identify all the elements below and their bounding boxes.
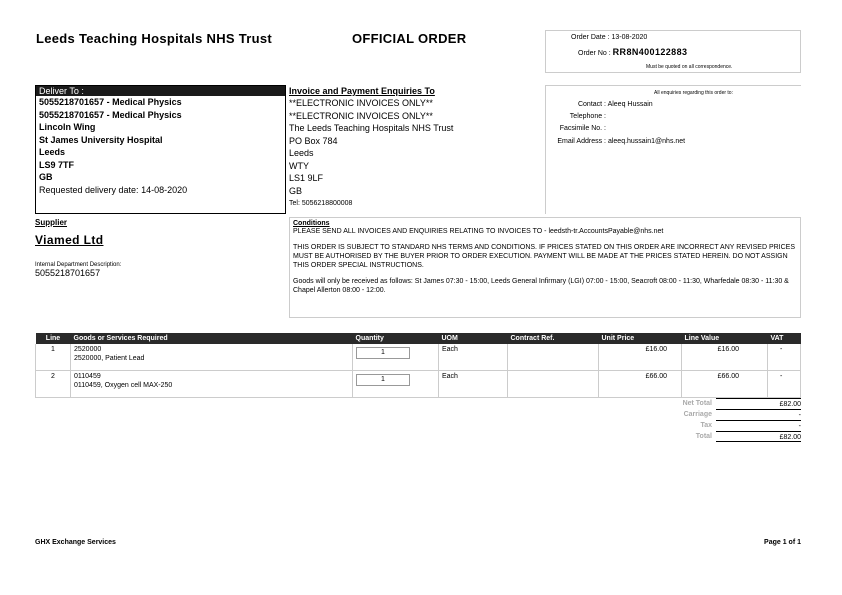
table-header-row xyxy=(36,333,801,344)
deliver-line: LS9 7TF xyxy=(39,159,75,170)
col-line-value: Line Value xyxy=(682,333,768,344)
tax-value: - xyxy=(716,420,801,431)
order-no-note: Must be quoted on all correspondence. xyxy=(646,64,733,70)
item-code: 0110459 xyxy=(74,373,101,380)
table-row xyxy=(36,344,801,371)
fax-row xyxy=(546,125,606,132)
deliver-address xyxy=(36,96,285,196)
supplier-block xyxy=(35,218,286,278)
col-quantity: Quantity xyxy=(353,333,439,344)
cell-vat: - xyxy=(768,344,801,371)
cell-uom: Each xyxy=(439,371,508,398)
cell-line-value: £16.00 xyxy=(682,344,768,371)
order-date-value: 13-08-2020 xyxy=(611,34,648,41)
order-no-value: RR8N400122883 xyxy=(612,47,688,57)
dept-description-label: Internal Department Description: xyxy=(35,262,122,268)
net-total-row xyxy=(660,398,801,409)
item-description: 0110459, Oxygen cell MAX-250 xyxy=(74,382,173,389)
deliver-line: 5055218701657 - Medical Physics xyxy=(39,109,182,120)
cell-line: 1 xyxy=(36,344,71,371)
cell-uom: Each xyxy=(439,344,508,371)
invoice-box xyxy=(289,85,545,214)
deliver-to-box xyxy=(35,85,286,214)
email-row xyxy=(546,138,685,145)
requested-delivery-date: Requested delivery date: 14-08-2020 xyxy=(39,184,188,195)
email-value: aleeq.hussain1@nhs.net xyxy=(607,138,686,145)
supplier-name: Viamed Ltd xyxy=(35,233,104,247)
carriage-label: Carriage xyxy=(683,411,712,418)
invoice-heading: Invoice and Payment Enquiries To xyxy=(289,86,435,96)
order-no-row xyxy=(578,47,687,57)
invoice-address xyxy=(289,97,545,197)
cell-line: 2 xyxy=(36,371,71,398)
col-vat: VAT xyxy=(768,333,801,344)
total-value: £82.00 xyxy=(716,431,801,442)
order-date-label: Order Date : xyxy=(571,34,610,41)
col-goods: Goods or Services Required xyxy=(71,333,353,344)
order-lines-table xyxy=(35,333,801,398)
deliver-line: Leeds xyxy=(39,147,66,157)
supplier-heading: Supplier xyxy=(35,218,68,227)
table-row xyxy=(36,371,801,398)
conditions-heading: Conditions xyxy=(293,220,330,227)
net-total-label: Net Total xyxy=(682,400,712,407)
invoice-line: **ELECTRONIC INVOICES ONLY** xyxy=(289,98,433,108)
fax-label: Facsimile No. : xyxy=(559,125,606,132)
cell-goods xyxy=(71,371,353,398)
cell-line-value: £66.00 xyxy=(682,371,768,398)
deliver-line: Lincoln Wing xyxy=(39,122,96,132)
contact-row xyxy=(546,101,653,108)
order-info-box xyxy=(545,30,801,73)
total-row xyxy=(660,431,801,442)
item-code: 2520000 xyxy=(74,346,102,353)
contact-box xyxy=(545,85,801,214)
carriage-row xyxy=(660,409,801,420)
dept-description-value: 5055218701657 xyxy=(35,268,101,278)
quantity-box: 1 xyxy=(356,347,410,359)
invoice-telephone: Tel: 5056218800008 xyxy=(289,200,353,207)
cell-contract xyxy=(508,371,599,398)
order-date-row xyxy=(571,34,647,41)
footer-provider: GHX Exchange Services xyxy=(35,539,116,546)
total-label: Total xyxy=(695,433,712,440)
invoice-line: WTY xyxy=(289,160,309,171)
deliver-to-heading: Deliver To : xyxy=(36,86,285,96)
contact-note: All enquiries regarding this order to: xyxy=(654,90,733,96)
col-line: Line xyxy=(36,333,71,344)
contact-label: Contact : xyxy=(577,101,606,108)
telephone-label: Telephone : xyxy=(569,113,606,120)
invoice-line: LS1 9LF xyxy=(289,173,324,183)
invoice-line: Leeds xyxy=(289,148,314,158)
trust-name: Leeds Teaching Hospitals NHS Trust xyxy=(36,31,273,46)
telephone-row xyxy=(546,113,606,120)
conditions-box xyxy=(289,217,801,318)
cell-unit-price: £16.00 xyxy=(599,344,682,371)
item-description: 2520000, Patient Lead xyxy=(74,355,145,362)
invoice-line: The Leeds Teaching Hospitals NHS Trust xyxy=(289,123,454,133)
conditions-invoices: PLEASE SEND ALL INVOICES AND ENQUIRIES RELATING TO INVOICES TO - leedsth-tr.AccountsPayable@nhs.net xyxy=(293,228,664,235)
deliver-line: GB xyxy=(39,172,53,182)
order-no-label: Order No : xyxy=(578,50,611,57)
invoice-line: **ELECTRONIC INVOICES ONLY** xyxy=(289,110,433,121)
cell-quantity xyxy=(353,371,439,398)
totals-block xyxy=(660,398,801,442)
quantity-box: 1 xyxy=(356,374,410,386)
deliver-line: St James University Hospital xyxy=(39,134,163,145)
contact-value: Aleeq Hussain xyxy=(607,101,653,108)
cell-contract xyxy=(508,344,599,371)
document-title: OFFICIAL ORDER xyxy=(352,31,467,46)
cell-goods xyxy=(71,344,353,371)
col-contract: Contract Ref. xyxy=(508,333,599,344)
deliver-line: 5055218701657 - Medical Physics xyxy=(39,97,182,107)
col-uom: UOM xyxy=(439,333,508,344)
tax-row xyxy=(660,420,801,431)
email-label: Email Address : xyxy=(557,138,606,145)
col-unit-price: Unit Price xyxy=(599,333,682,344)
conditions-receiving: Goods will only be received as follows: St James 07:30 - 15:00, Leeds General Infirmary (LGI) 07:00 - 15:00, Seacroft 08:00 - 11:30, Wharfedale 08:30 - 11:30 & Chapel Allerton 08:00 - 12:00. xyxy=(293,278,789,294)
footer-page-number: Page 1 of 1 xyxy=(764,539,801,546)
net-total-value: £82.00 xyxy=(716,398,801,409)
conditions-terms: THIS ORDER IS SUBJECT TO STANDARD NHS TERMS AND CONDITIONS. IF PRICES STATED ON THIS ORDER ARE INCORRECT ANY REVISED PRICES MUST BE AUTHORISED BY THE BUYER PRIOR TO ORDER EXECUTION. PAYMENT WILL BE MADE AT THE PRICES STATED HEREIN. DO NOT ASSIGN THIS ORDER SPECIAL INSTRUCTIONS. xyxy=(293,244,796,269)
invoice-line: GB xyxy=(289,185,303,196)
cell-quantity xyxy=(353,344,439,371)
invoice-line: PO Box 784 xyxy=(289,135,338,146)
cell-vat: - xyxy=(768,371,801,398)
tax-label: Tax xyxy=(700,422,712,429)
cell-unit-price: £66.00 xyxy=(599,371,682,398)
carriage-value: - xyxy=(716,409,801,420)
